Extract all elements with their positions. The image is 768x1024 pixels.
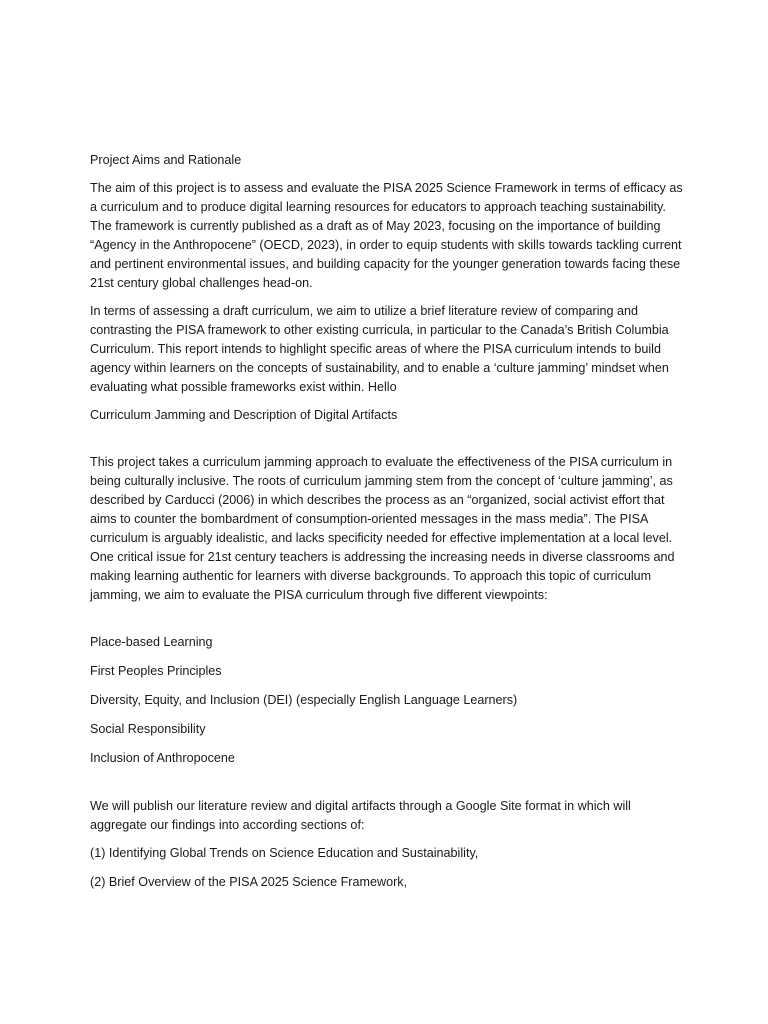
viewpoint-item: Place-based Learning: [90, 635, 213, 649]
viewpoint-item: First Peoples Principles: [90, 664, 222, 678]
document-page: [90, 151, 690, 902]
viewpoints-list: [90, 633, 690, 768]
paragraph-aims: The aim of this project is to assess and evaluate the PISA 2025 Science Framework in terms of efficacy as a curriculum and to produce digital learning resources for educators to approach teaching sustainability. The framework is currently published as a draft as of May 2023, focusing on the importance of building “Agency in the Anthropocene” (OECD, 2023), in order to equip students with skills towards tackling current and pertinent environmental issues, and building capacity for the younger generation towards facing these 21st century global challenges head-on.: [90, 181, 683, 290]
viewpoint-item: Diversity, Equity, and Inclusion (DEI) (especially English Language Learners): [90, 693, 518, 707]
paragraph-assessing-draft: In terms of assessing a draft curriculum, we aim to utilize a brief literature review of comparing and contrasting the PISA framework to other existing curricula, in particular to the Canada’s British Columbia Curriculum. This report intends to highlight specific areas of where the PISA curriculum intends to build agency within learners on the concepts of sustainability, and to enable a ‘culture jamming’ mindset when evaluating what possible frameworks exist within. Hello: [90, 304, 669, 394]
sections-list: [90, 844, 690, 892]
paragraph-publish: We will publish our literature review and digital artifacts through a Google Site format in which will aggregate our findings into according sections of:: [90, 799, 631, 832]
section-item: (1) Identifying Global Trends on Science Education and Sustainability,: [90, 846, 479, 860]
spacer: [90, 614, 690, 633]
spacer: [90, 778, 690, 797]
viewpoint-item: Inclusion of Anthropocene: [90, 751, 235, 765]
spacer: [90, 434, 690, 453]
section-heading-curriculum-jamming: Curriculum Jamming and Description of Digital Artifacts: [90, 408, 398, 422]
paragraph-curriculum-jamming: This project takes a curriculum jamming approach to evaluate the effectiveness of the PISA curriculum in being culturally inclusive. The roots of curriculum jamming stem from the concept of ‘culture jamming’, as described by Carducci (2006) in which describes the process as an “organized, social activist effort that aims to counter the bombardment of consumption-oriented messages in the mass media”. The PISA curriculum is arguably idealistic, and lacks specificity needed for effective implementation at a local level. One critical issue for 21st century teachers is addressing the increasing needs in diverse classrooms and making learning authentic for learners with diverse backgrounds. To approach this topic of curriculum jamming, we aim to evaluate the PISA curriculum through five different viewpoints:: [90, 455, 675, 602]
viewpoint-item: Social Responsibility: [90, 722, 206, 736]
section-item: (2) Brief Overview of the PISA 2025 Science Framework,: [90, 875, 408, 889]
section-heading-project-aims: Project Aims and Rationale: [90, 153, 242, 167]
